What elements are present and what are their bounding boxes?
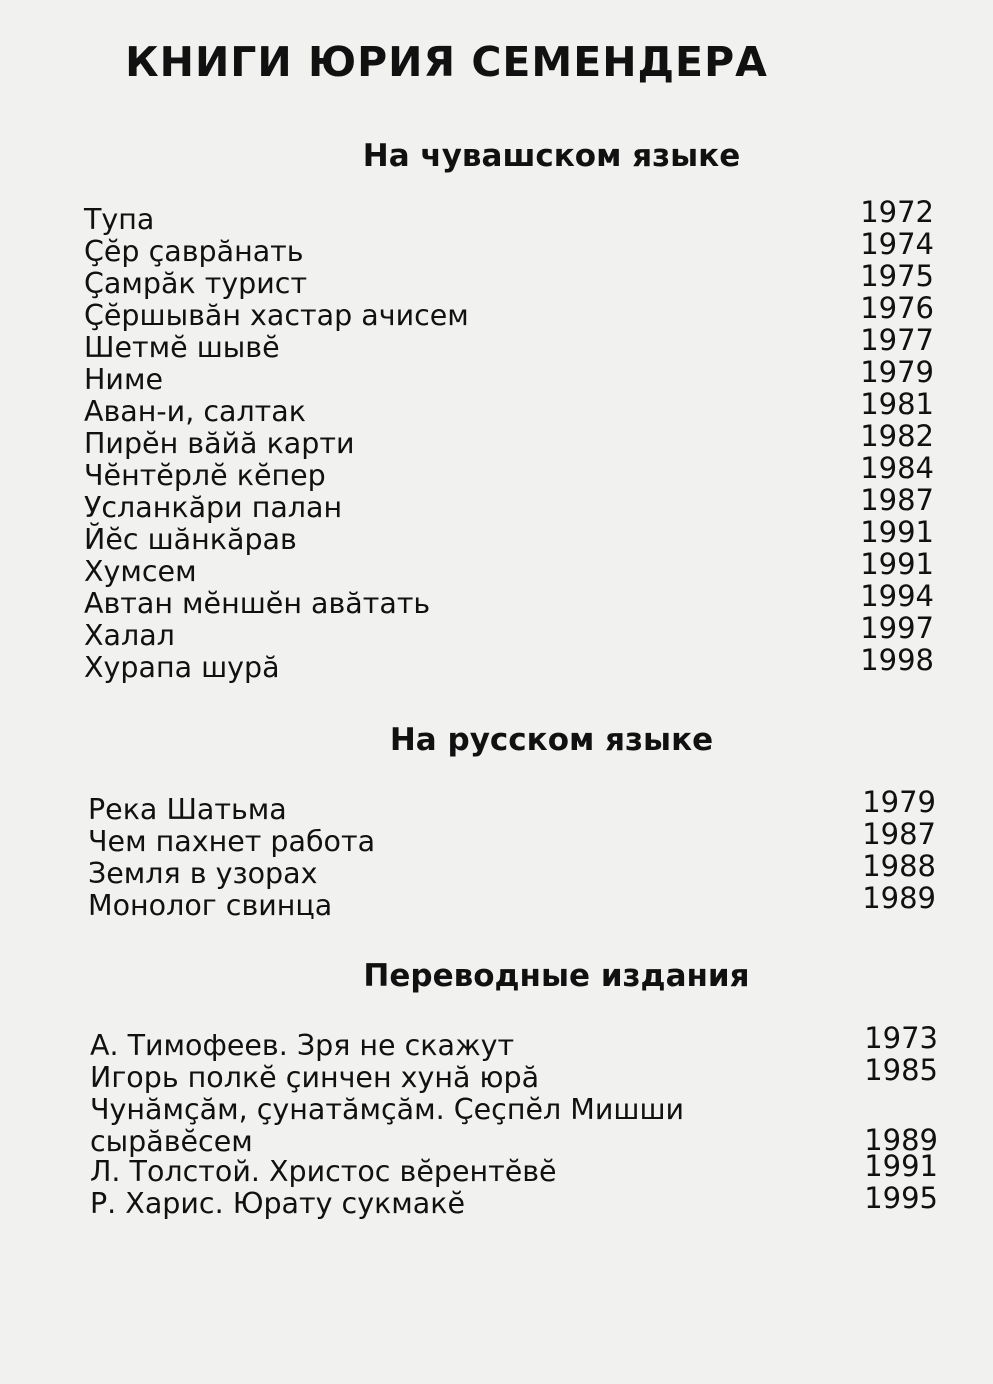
book-year: 1972 bbox=[860, 195, 934, 229]
page-title: КНИГИ ЮРИЯ СЕМЕНДЕРА bbox=[125, 38, 768, 86]
book-year: 1976 bbox=[860, 291, 934, 325]
list-item bbox=[84, 387, 934, 428]
list-item bbox=[90, 1149, 938, 1188]
book-title: Земля в узорах bbox=[88, 857, 318, 890]
book-year: 1975 bbox=[860, 259, 934, 293]
book-year: 1984 bbox=[860, 451, 934, 485]
list-item bbox=[90, 1094, 938, 1156]
book-year: 1982 bbox=[860, 419, 934, 453]
book-year: 1979 bbox=[862, 785, 936, 819]
list-item bbox=[84, 483, 934, 524]
book-year: 1997 bbox=[860, 611, 934, 645]
book-year: 1991 bbox=[860, 547, 934, 581]
list-item bbox=[84, 547, 934, 588]
chuvash-books-list bbox=[84, 195, 934, 684]
list-item bbox=[84, 515, 934, 556]
book-title: Пирĕн вăйă карти bbox=[84, 427, 355, 460]
book-year: 1987 bbox=[860, 483, 934, 517]
book-year: 1995 bbox=[864, 1181, 938, 1215]
book-year: 1979 bbox=[860, 355, 934, 389]
book-title: Çĕршывăн хастар ачисем bbox=[84, 299, 469, 332]
section-heading-chuvash: На чувашском языке bbox=[362, 138, 741, 174]
book-title: Йĕс шăнкăрав bbox=[84, 523, 297, 556]
list-item bbox=[90, 1021, 938, 1062]
list-item bbox=[88, 785, 936, 826]
book-title: Р. Харис. Юрату сукмакĕ bbox=[90, 1187, 466, 1220]
book-year: 1988 bbox=[862, 849, 936, 883]
list-item bbox=[84, 611, 934, 652]
list-item bbox=[84, 355, 934, 396]
translated-books-list bbox=[90, 1021, 938, 1220]
book-title: Тупа bbox=[84, 203, 155, 236]
section-heading-russian: На русском языке bbox=[389, 722, 714, 758]
list-item bbox=[84, 259, 934, 300]
book-title: Монолог свинца bbox=[88, 889, 333, 922]
book-title: Хурапа шурă bbox=[84, 651, 280, 684]
list-item bbox=[84, 227, 934, 268]
book-title: Чем пахнет работа bbox=[88, 825, 376, 858]
book-title: Çамрăк турист bbox=[84, 267, 308, 300]
section-heading-translations: Переводные издания bbox=[363, 958, 750, 994]
list-item bbox=[84, 419, 934, 460]
book-year: 1981 bbox=[860, 387, 934, 421]
book-year: 1989 bbox=[862, 881, 936, 915]
book-title: Хумсем bbox=[84, 555, 197, 588]
book-year: 1998 bbox=[860, 643, 934, 677]
book-title: Л. Толстой. Христос вĕрентĕвĕ bbox=[90, 1155, 557, 1188]
book-title: Усланкăри палан bbox=[84, 491, 343, 524]
list-item bbox=[88, 849, 936, 890]
list-item bbox=[90, 1181, 938, 1220]
list-item bbox=[84, 291, 934, 332]
book-title: Река Шатьма bbox=[88, 793, 287, 826]
book-year: 1991 bbox=[864, 1149, 938, 1183]
book-title: Аван-и, салтак bbox=[84, 395, 306, 428]
book-title: Чунăмçăм, çунатăмçăм. Çеçпĕл Мишши сырăвĕсем bbox=[90, 1093, 685, 1158]
book-year: 1977 bbox=[860, 323, 934, 357]
list-item bbox=[88, 817, 936, 858]
book-year: 1987 bbox=[862, 817, 936, 851]
book-title: А. Тимофеев. Зря не скажут bbox=[90, 1029, 515, 1062]
book-title: Шетмĕ шывĕ bbox=[84, 331, 280, 364]
list-item bbox=[84, 323, 934, 364]
book-year: 1973 bbox=[864, 1021, 938, 1055]
list-item bbox=[84, 643, 934, 684]
book-title: Ниме bbox=[84, 363, 163, 396]
book-title: Çĕр çаврăнать bbox=[84, 235, 304, 268]
book-title: Игорь полкĕ çинчен хунă юрă bbox=[90, 1061, 540, 1094]
book-title: Чĕнтĕрлĕ кĕпер bbox=[84, 459, 326, 492]
book-year: 1989 bbox=[864, 1123, 938, 1157]
list-item bbox=[90, 1053, 938, 1094]
list-item bbox=[88, 881, 936, 922]
list-item bbox=[84, 195, 934, 236]
list-item bbox=[84, 451, 934, 492]
russian-books-list bbox=[88, 785, 936, 922]
book-year: 1974 bbox=[860, 227, 934, 261]
book-year: 1991 bbox=[860, 515, 934, 549]
book-year: 1994 bbox=[860, 579, 934, 613]
book-title: Халал bbox=[84, 619, 175, 652]
list-item bbox=[84, 579, 934, 620]
book-year: 1985 bbox=[864, 1053, 938, 1087]
book-title: Автан мĕншĕн авăтать bbox=[84, 587, 431, 620]
